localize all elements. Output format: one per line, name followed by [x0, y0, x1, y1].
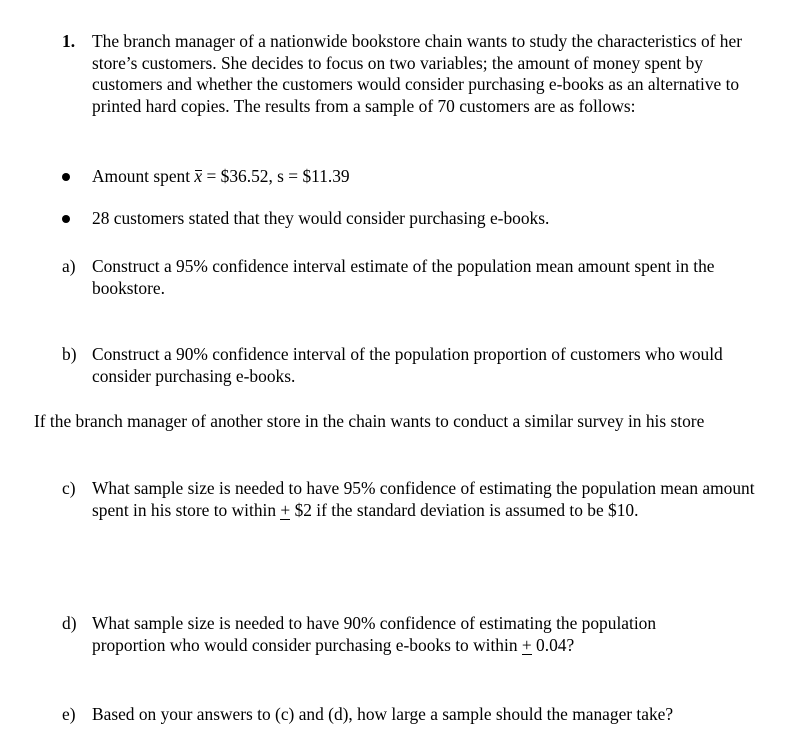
part-b-label: b) — [62, 344, 77, 364]
part-c-pre: What sample size is needed to have 95% confidence of estimating the population mean amount spent in his store to within — [92, 478, 755, 520]
part-c-label: c) — [62, 478, 76, 498]
question-intro: The branch manager of a nationwide bookstore chain wants to study the characteristics of her store’s customers. She decides to focus on two variables; the amount of money spent by customers and whether the customers would consider purchasing e-books as an alternative to printed hard copies. The results from a sample of 70 customers are as follows: — [92, 31, 742, 116]
part-d-label: d) — [62, 613, 77, 633]
plus-minus-symbol: + — [280, 499, 291, 520]
part-b-text: Construct a 90% confidence interval of the population proportion of customers who would consider purchasing e-books. — [92, 344, 723, 386]
part-c-text — [92, 478, 758, 521]
part-a-text: Construct a 95% confidence interval estimate of the population mean amount spent in the bookstore. — [92, 256, 715, 298]
part-e-text: Based on your answers to (c) and (d), how large a sample should the manager take? — [92, 704, 674, 724]
plus-minus-symbol: + — [521, 634, 532, 655]
transition-paragraph: If the branch manager of another store in the chain wants to conduct a similar survey in his store — [34, 411, 705, 431]
bullet-dot — [62, 173, 70, 181]
part-d-text — [92, 613, 732, 656]
x-bar-symbol: x — [194, 166, 203, 186]
amount-spent-values: = $36.52, s = $11.39 — [202, 166, 350, 186]
part-d-pre: What sample size is needed to have 90% confidence of estimating the population proportion who would consider purchasing e-books to within — [92, 613, 657, 655]
bullet-amount-spent — [92, 166, 752, 188]
question-number: 1. — [62, 31, 76, 51]
part-e-label: e) — [62, 704, 76, 724]
bullet-dot — [62, 215, 70, 223]
part-c-post: $2 if the standard deviation is assumed to be $10. — [290, 499, 639, 520]
part-a-label: a) — [62, 256, 76, 276]
bullet-ebook-customers: 28 customers stated that they would consider purchasing e-books. — [92, 208, 550, 228]
amount-spent-prefix: Amount spent — [92, 166, 195, 186]
part-d-post: 0.04? — [531, 634, 575, 655]
